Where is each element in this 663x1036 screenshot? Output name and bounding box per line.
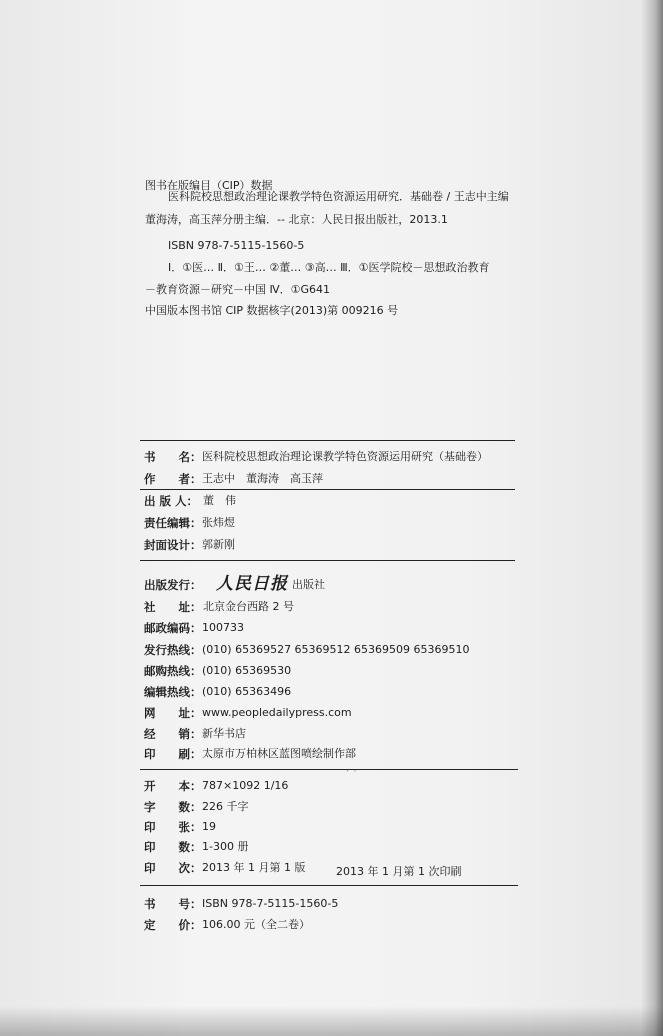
- title-value: 医科院校思想政治理论课教学特色资源运用研究（基础卷）: [202, 450, 488, 463]
- cip-header: 图书在版编目（CIP）数据: [145, 179, 273, 192]
- publisher-logo: 人民日报: [216, 574, 288, 594]
- title-label: 书 名：: [144, 450, 202, 464]
- cip-subjects-line1: Ⅰ．①医… Ⅱ．①王… ②董… ③高… Ⅲ．①医学院校－思想政治教育: [168, 261, 490, 274]
- format-value: 787×1092 1/16: [202, 779, 289, 792]
- dist-hotline-label: 发行热线：: [144, 643, 202, 657]
- divider-rule: [140, 440, 515, 441]
- website-value: www.peopledailypress.com: [202, 706, 352, 719]
- website-label: 网 址：: [144, 706, 202, 720]
- edition-label: 印 次：: [144, 861, 202, 875]
- cip-archive-line: 中国版本图书馆 CIP 数据核字(2013)第 009216 号: [145, 304, 399, 317]
- cover-label: 封面设计：: [144, 538, 202, 552]
- words-label: 字 数：: [144, 800, 202, 814]
- address-label: 社 址：: [144, 600, 202, 614]
- print-value: 2013 年 1 月第 1 次印刷: [336, 865, 462, 878]
- price-label: 定 价：: [144, 918, 202, 932]
- editor-label: 责任编辑：: [144, 516, 202, 530]
- cip-title-line: 医科院校思想政治理论课教学特色资源运用研究．基础卷 / 王志中主编: [168, 190, 509, 203]
- editor-value: 张炜煜: [202, 516, 235, 529]
- copies-label: 印 数：: [144, 840, 202, 854]
- dealer-value: 新华书店: [202, 727, 246, 740]
- sheets-value: 19: [202, 820, 216, 833]
- divider-rule: [140, 560, 515, 561]
- author-value: 王志中 董海涛 高玉萍: [202, 472, 323, 485]
- postcode-label: 邮政编码：: [144, 621, 202, 635]
- mail-hotline-label: 邮购热线：: [144, 664, 202, 678]
- edit-hotline-value: (010) 65363496: [202, 685, 292, 698]
- printer-value: 太原市万柏林区蓝图喷绘制作部: [202, 747, 356, 760]
- publisher-label: 出版发行：: [144, 578, 202, 592]
- cip-isbn-line: ISBN 978-7-5115-1560-5: [168, 239, 305, 252]
- publisher-logo-suffix: 出版社: [292, 578, 325, 591]
- dist-hotline-value: (010) 65369527 65369512 65369509 65369510: [202, 643, 470, 656]
- divider-rule: [140, 885, 518, 886]
- mail-hotline-value: (010) 65369530: [202, 664, 292, 677]
- cover-value: 郭新刚: [202, 538, 235, 551]
- sheets-label: 印 张：: [144, 820, 202, 834]
- dealer-label: 经 销：: [144, 727, 202, 741]
- words-value: 226 千字: [202, 800, 249, 813]
- author-label: 作 者：: [144, 472, 202, 486]
- scan-mark: ˊ ˊ: [345, 770, 357, 780]
- address-value: 北京金台西路 2 号: [203, 600, 294, 613]
- publisher-person-value: 董 伟: [203, 494, 236, 507]
- publisher-person-label: 出 版 人：: [144, 494, 199, 508]
- price-value: 106.00 元（全二卷）: [202, 918, 310, 931]
- isbn-value: ISBN 978-7-5115-1560-5: [202, 897, 339, 910]
- postcode-value: 100733: [202, 621, 244, 634]
- isbn-label: 书 号：: [144, 897, 202, 911]
- edit-hotline-label: 编辑热线：: [144, 685, 202, 699]
- cip-authors-line: 董海涛，高玉萍分册主编．-- 北京：人民日报出版社，2013.1: [145, 213, 448, 226]
- page-edge-shadow: [641, 0, 663, 1036]
- format-label: 开 本：: [144, 779, 202, 793]
- divider-rule: [140, 489, 515, 490]
- divider-rule: [140, 769, 518, 770]
- page-bottom-shadow: [0, 1006, 663, 1036]
- copies-value: 1-300 册: [202, 840, 249, 853]
- cip-subjects-line2: －教育资源－研究－中国 Ⅳ．①G641: [145, 283, 331, 296]
- edition-value: 2013 年 1 月第 1 版: [202, 861, 306, 874]
- printer-label: 印 刷：: [144, 747, 202, 761]
